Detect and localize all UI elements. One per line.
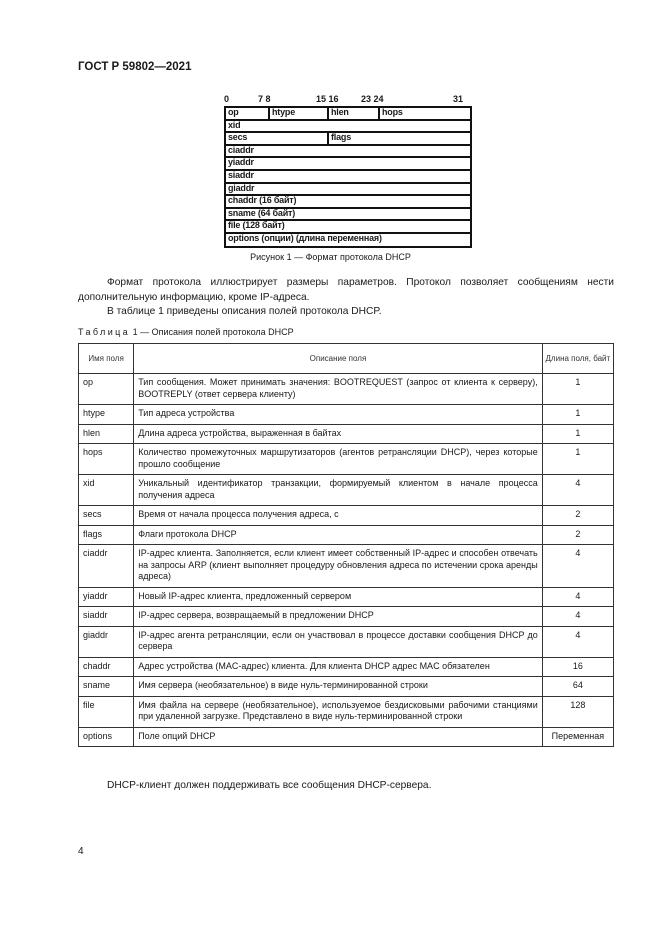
field-name-cell: op <box>79 374 134 405</box>
table-row <box>79 677 614 697</box>
table-row <box>79 626 614 657</box>
field-description-cell: Адрес устройства (MAC-адрес) клиента. Для клиента DHCP адрес MAC обязателен <box>134 657 543 677</box>
field-name-cell: siaddr <box>79 607 134 627</box>
packet-field: hlen <box>331 107 349 117</box>
table-row <box>79 727 614 747</box>
closing-text <box>78 779 614 794</box>
header-name: Имя поля <box>79 344 134 374</box>
field-name-cell: xid <box>79 475 134 506</box>
paragraph: В таблице 1 приведены описания полей протокола DHCP. <box>107 306 382 317</box>
packet-field: chaddr (16 байт) <box>228 195 297 206</box>
field-length-cell: 4 <box>542 626 613 657</box>
bit-label: 15 16 <box>316 94 339 104</box>
field-description-cell: IP-адрес агента ретрансляции, если он участвовал в процессе доставки сообщения DHCP до сервера <box>134 626 543 657</box>
body-text <box>78 276 614 320</box>
table-row <box>79 545 614 588</box>
paragraph: Формат протокола иллюстрирует размеры параметров. Протокол позволяет сообщениям нести дополнительную информацию, кроме IP-адреса. <box>78 277 614 303</box>
packet-field: secs <box>228 132 248 143</box>
bit-label: 23 24 <box>361 94 384 104</box>
packet-row <box>226 146 470 159</box>
header-description: Описание поля <box>134 344 543 374</box>
table-caption <box>78 327 294 337</box>
field-length-cell: 2 <box>542 506 613 526</box>
field-length-cell: 16 <box>542 657 613 677</box>
table-row <box>79 696 614 727</box>
field-name-cell: hlen <box>79 424 134 444</box>
table-caption-text: 1 — Описания полей протокола DHCP <box>130 327 294 337</box>
packet-field: ciaddr <box>228 144 254 155</box>
field-description-cell: IP-адрес сервера, возвращаемый в предложении DHCP <box>134 607 543 627</box>
field-description-cell: Длина адреса устройства, выраженная в байтах <box>134 424 543 444</box>
paragraph: DHCP-клиент должен поддерживать все сообщения DHCP-сервера. <box>107 780 432 791</box>
field-description-cell: Имя сервера (необязательное) в виде нуль-терминированной строки <box>134 677 543 697</box>
table-row <box>79 525 614 545</box>
packet-row <box>226 171 470 184</box>
field-name-cell: secs <box>79 506 134 526</box>
packet-field: file (128 байт) <box>228 220 285 231</box>
dhcp-packet-diagram <box>224 106 472 248</box>
bit-label: 31 <box>453 94 464 104</box>
table-row <box>79 424 614 444</box>
field-length-cell: 1 <box>542 424 613 444</box>
dhcp-fields-table <box>78 343 614 747</box>
table-row <box>79 506 614 526</box>
field-name-cell: file <box>79 696 134 727</box>
field-description-cell: Уникальный идентификатор транзакции, формируемый клиентом в начале процесса получения адреса <box>134 475 543 506</box>
field-name-cell: yiaddr <box>79 587 134 607</box>
field-name-cell: giaddr <box>79 626 134 657</box>
packet-field: flags <box>331 132 352 143</box>
packet-row <box>226 133 470 146</box>
field-length-cell: 4 <box>542 587 613 607</box>
table-row <box>79 607 614 627</box>
table-header-row <box>79 344 614 374</box>
packet-field: options (опции) (длина переменная) <box>228 232 382 243</box>
field-description-cell: Тип адреса устройства <box>134 405 543 425</box>
field-length-cell: 1 <box>542 444 613 475</box>
field-name-cell: chaddr <box>79 657 134 677</box>
packet-row <box>226 158 470 171</box>
table-row <box>79 444 614 475</box>
field-name-cell: ciaddr <box>79 545 134 588</box>
field-name-cell: options <box>79 727 134 747</box>
table-row <box>79 587 614 607</box>
header-length: Длина поля, байт <box>542 344 613 374</box>
packet-field: op <box>228 107 239 117</box>
field-name-cell: sname <box>79 677 134 697</box>
packet-field: giaddr <box>228 182 255 193</box>
table-row <box>79 374 614 405</box>
table-row <box>79 657 614 677</box>
packet-field: siaddr <box>228 169 254 180</box>
packet-field: hops <box>382 107 403 117</box>
field-description-cell: Тип сообщения. Может принимать значения: BOOTREQUEST (запрос от клиента к серверу), BOOTREPLY (ответ сервера клиенту) <box>134 374 543 405</box>
field-length-cell: 2 <box>542 525 613 545</box>
packet-field: yiaddr <box>228 157 254 168</box>
bit-scale <box>224 94 470 105</box>
figure-caption: Рисунок 1 — Формат протокола DHCP <box>250 252 411 262</box>
field-name-cell: hops <box>79 444 134 475</box>
table-caption-label: Таблица <box>78 327 131 337</box>
page-number: 4 <box>78 846 84 857</box>
table-row <box>79 475 614 506</box>
packet-row <box>226 234 470 248</box>
bit-label: 7 8 <box>258 94 271 104</box>
table-row <box>79 405 614 425</box>
field-name-cell: htype <box>79 405 134 425</box>
field-description-cell: Новый IP-адрес клиента, предложенный сервером <box>134 587 543 607</box>
field-length-cell: 1 <box>542 374 613 405</box>
field-description-cell: Время от начала процесса получения адреса, с <box>134 506 543 526</box>
field-description-cell: Количество промежуточных маршрутизаторов (агентов ретрансляции DHCP), через которые прошло сообщение <box>134 444 543 475</box>
field-length-cell: Переменная <box>542 727 613 747</box>
field-description-cell: Поле опций DHCP <box>134 727 543 747</box>
bit-label: 0 <box>224 94 230 104</box>
packet-field: sname (64 байт) <box>228 207 296 218</box>
field-length-cell: 4 <box>542 545 613 588</box>
packet-row <box>226 108 470 121</box>
packet-field: xid <box>228 119 241 130</box>
field-name-cell: flags <box>79 525 134 545</box>
packet-field: htype <box>272 107 296 117</box>
field-length-cell: 4 <box>542 475 613 506</box>
field-length-cell: 64 <box>542 677 613 697</box>
field-description-cell: Флаги протокола DHCP <box>134 525 543 545</box>
field-length-cell: 1 <box>542 405 613 425</box>
field-description-cell: IP-адрес клиента. Заполняется, если клиент имеет собственный IP-адрес и способен отвечать на запросы ARP (клиент выполняет процедуру обновления адреса по истечении срока аренды адреса) <box>134 545 543 588</box>
field-description-cell: Имя файла на сервере (необязательное), используемое бездисковыми рабочими станциями при удаленной загрузке. Представлено в виде нуль-терминированной строки <box>134 696 543 727</box>
document-header: ГОСТ Р 59802—2021 <box>78 61 192 73</box>
field-length-cell: 4 <box>542 607 613 627</box>
field-length-cell: 128 <box>542 696 613 727</box>
